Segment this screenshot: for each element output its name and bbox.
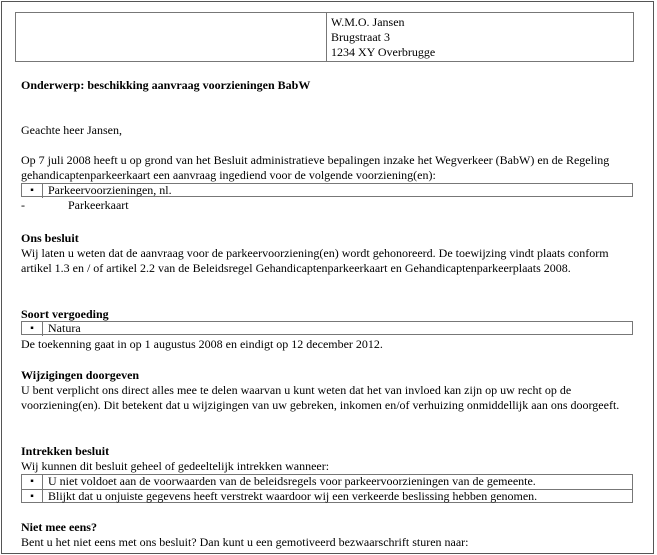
requested-item: Parkeervoorzieningen, nl.	[48, 183, 172, 197]
withdrawal-heading: Intrekken besluit	[21, 444, 110, 458]
subject-line: Onderwerp: beschikking aanvraag voorzieningen BabW	[21, 78, 311, 92]
letter-page	[1, 1, 654, 554]
withdrawal-item-1: U niet voldoet aan de voorwaarden van de beleidsregels voor parkeervoorzieningen van de gemeente.	[48, 474, 536, 488]
withdrawal-paragraph: Wij kunnen dit besluit geheel of gedeeltelijk intrekken wanneer:	[21, 459, 330, 473]
list-item	[22, 489, 632, 503]
decision-paragraph: Wij laten u weten dat de aanvraag voor de parkeervoorziening(en) wordt gehonoreerd. De toewijzing vindt plaats conform artikel 1.3 en / of artikel 2.2 van de Beleidsregel Gehandicaptenparkeerkaart en Gehandicaptenparkeerplaats 2008.	[21, 246, 609, 275]
greeting: Geachte heer Jansen,	[21, 123, 122, 137]
bullet-icon: ▪	[22, 475, 43, 489]
requested-sub-item: Parkeerkaart	[68, 198, 129, 212]
compensation-item: Natura	[48, 321, 81, 335]
address-block	[15, 12, 634, 62]
compensation-paragraph: De toekenning gaat in op 1 augustus 2008 en eindigt op 12 december 2012.	[21, 337, 383, 351]
list-item	[22, 184, 632, 198]
bullet-icon: ▪	[22, 184, 43, 198]
intro-paragraph: Op 7 juli 2008 heeft u op grond van het Besluit administratieve bepalingen inzake het Wegverkeer (BabW) en de Regeling gehandicaptenparkeerkaart een aanvraag ingediend voor de volgende voorziening(en):	[21, 153, 610, 182]
decision-heading: Ons besluit	[21, 231, 79, 245]
withdrawal-list	[21, 474, 633, 503]
changes-paragraph: U bent verplicht ons direct alles mee te delen waarvan u kunt weten dat het van invloed kan zijn op uw recht op de voorziening(en). Dit betekent dat u wijzigingen van uw gebreken, inkomen en/of verhuizing onmiddellijk aan ons doorgeeft.	[21, 383, 620, 412]
disagree-paragraph: Bent u het niet eens met ons besluit? Dan kunt u een gemotiveerd bezwaarschrift sturen naar:	[21, 535, 469, 549]
bullet-icon: ▪	[22, 490, 43, 503]
requested-list	[21, 183, 633, 197]
address-cell	[331, 15, 435, 60]
requested-sub-dash: -	[21, 198, 25, 212]
recipient-city: 1234 XY Overbrugge	[331, 45, 436, 59]
list-item	[22, 322, 632, 336]
compensation-heading: Soort vergoeding	[21, 307, 109, 321]
compensation-list	[21, 321, 633, 335]
changes-heading: Wijzigingen doorgeven	[21, 368, 140, 382]
recipient-street: Brugstraat 3	[331, 30, 390, 44]
list-item	[22, 475, 632, 489]
recipient-name: W.M.O. Jansen	[331, 15, 405, 29]
withdrawal-item-2: Blijkt dat u onjuiste gegevens heeft verstrekt waardoor wij een verkeerde beslissing hebben genomen.	[48, 489, 538, 503]
disagree-heading: Niet mee eens?	[21, 520, 97, 534]
address-empty-cell	[16, 13, 327, 61]
bullet-icon: ▪	[22, 322, 43, 336]
